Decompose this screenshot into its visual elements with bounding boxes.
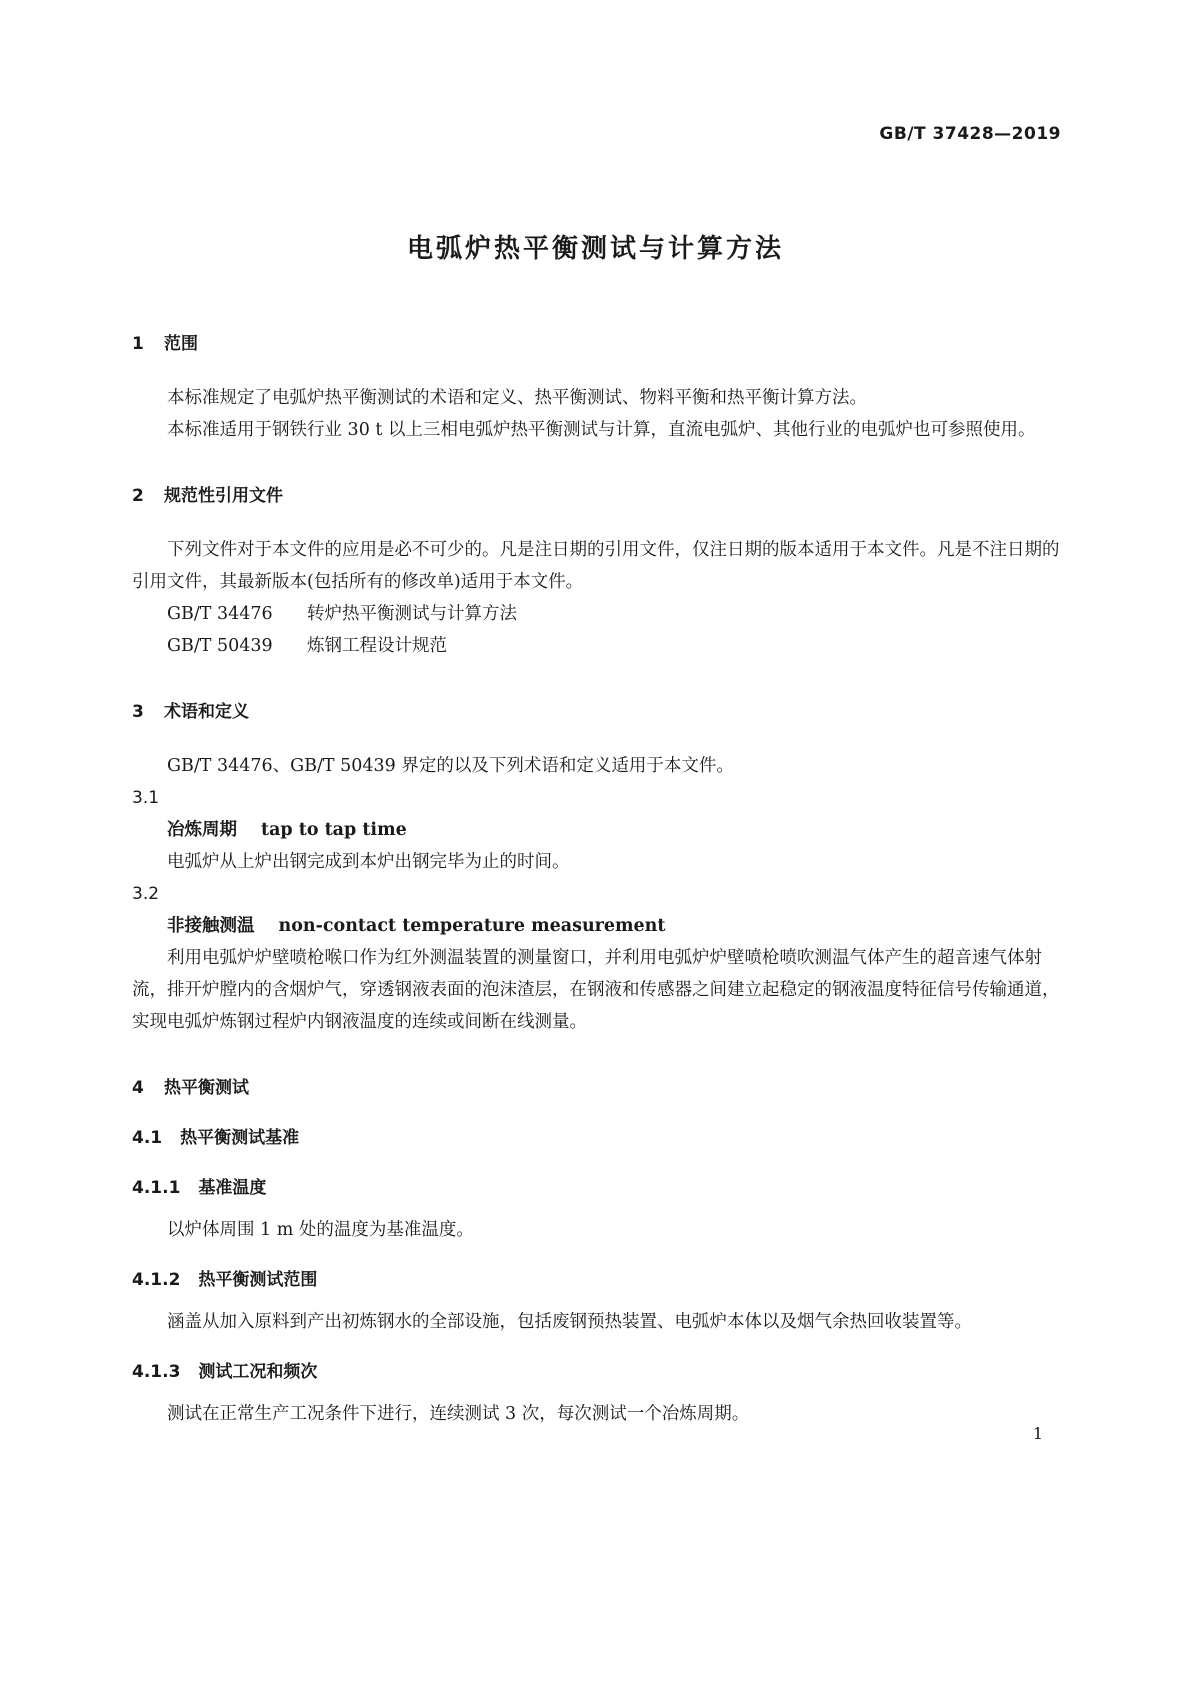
reference-item — [132, 598, 1060, 630]
paragraph: 下列文件对于本文件的应用是必不可少的。凡是注日期的引用文件，仅注日期的版本适用于本文件。凡是不注日期的引用文件，其最新版本(包括所有的修改单)适用于本文件。 — [132, 540, 1060, 592]
subsection-heading-4-1-2 — [132, 1264, 1060, 1296]
page-number: 1 — [1032, 1424, 1043, 1443]
subsection-heading-4-1 — [132, 1122, 1060, 1154]
section-title: 规范性引用文件 — [164, 486, 283, 506]
section-number: 2 — [132, 486, 144, 506]
term-definition: 电弧炉从上炉出钢完成到本炉出钢完毕为止的时间。 — [167, 852, 570, 872]
section-heading-2 — [132, 480, 1060, 512]
paragraph: 本标准规定了电弧炉热平衡测试的术语和定义、热平衡测试、物料平衡和热平衡计算方法。 — [167, 388, 867, 408]
section-number: 4 — [132, 1078, 144, 1098]
section-title: 术语和定义 — [164, 702, 249, 722]
subsection-number: 4.1 — [132, 1128, 163, 1148]
subsection-title: 热平衡测试范围 — [198, 1270, 318, 1290]
document-title: 电弧炉热平衡测试与计算方法 — [406, 234, 784, 264]
reference-name: 转炉热平衡测试与计算方法 — [307, 604, 517, 624]
reference-code: GB/T 34476 — [167, 604, 273, 624]
section-number: 3 — [132, 702, 144, 722]
document-body — [132, 328, 1060, 1430]
subsection-title: 测试工况和频次 — [198, 1362, 318, 1382]
subsection-title: 基准温度 — [198, 1178, 267, 1198]
subsection-number: 4.1.3 — [132, 1362, 181, 1382]
term-english: tap to tap time — [261, 820, 407, 840]
section-title: 热平衡测试 — [164, 1078, 249, 1098]
subsection-number: 4.1.1 — [132, 1178, 181, 1198]
paragraph: GB/T 34476、GB/T 50439 界定的以及下列术语和定义适用于本文件。 — [167, 756, 734, 776]
section-heading-3 — [132, 696, 1060, 728]
paragraph: 本标准适用于钢铁行业 30 t 以上三相电弧炉热平衡测试与计算，直流电弧炉、其他行业的电弧炉也可参照使用。 — [167, 420, 1036, 440]
term-chinese: 非接触测温 — [167, 916, 255, 936]
subsection-heading-4-1-3 — [132, 1356, 1060, 1388]
section-number: 1 — [132, 334, 144, 354]
paragraph: 涵盖从加入原料到产出初炼钢水的全部设施，包括废钢预热装置、电弧炉本体以及烟气余热回收装置等。 — [167, 1312, 972, 1332]
reference-item — [132, 630, 1060, 662]
subsection-number: 4.1.2 — [132, 1270, 181, 1290]
subsection-heading-4-1-1 — [132, 1172, 1060, 1204]
term-chinese: 冶炼周期 — [167, 820, 237, 840]
paragraph: 以炉体周围 1 m 处的温度为基准温度。 — [167, 1220, 474, 1240]
term-entry — [132, 910, 1060, 942]
reference-name: 炼钢工程设计规范 — [307, 636, 447, 656]
term-definition: 利用电弧炉炉壁喷枪喉口作为红外测温装置的测量窗口，并利用电弧炉炉壁喷枪喷吹测温气体产生的超音速气体射流，排开炉膛内的含烟炉气，穿透钢液表面的泡沫渣层，在钢液和传感器之间建立起稳定的钢液温度特征信号传输通道，实现电弧炉炼钢过程炉内钢液温度的连续或间断在线测量。 — [132, 948, 1060, 1032]
standard-code: GB/T 37428—2019 — [879, 124, 1061, 144]
section-heading-1 — [132, 328, 1060, 360]
section-heading-4 — [132, 1072, 1060, 1104]
term-english: non-contact temperature measurement — [278, 916, 666, 936]
subsection-title: 热平衡测试基准 — [180, 1128, 300, 1148]
paragraph: 测试在正常生产工况条件下进行，连续测试 3 次，每次测试一个冶炼周期。 — [167, 1404, 750, 1424]
reference-code: GB/T 50439 — [167, 636, 273, 656]
term-number: 3.1 — [132, 788, 160, 808]
section-title: 范围 — [164, 334, 198, 354]
term-entry — [132, 814, 1060, 846]
term-number: 3.2 — [132, 884, 160, 904]
